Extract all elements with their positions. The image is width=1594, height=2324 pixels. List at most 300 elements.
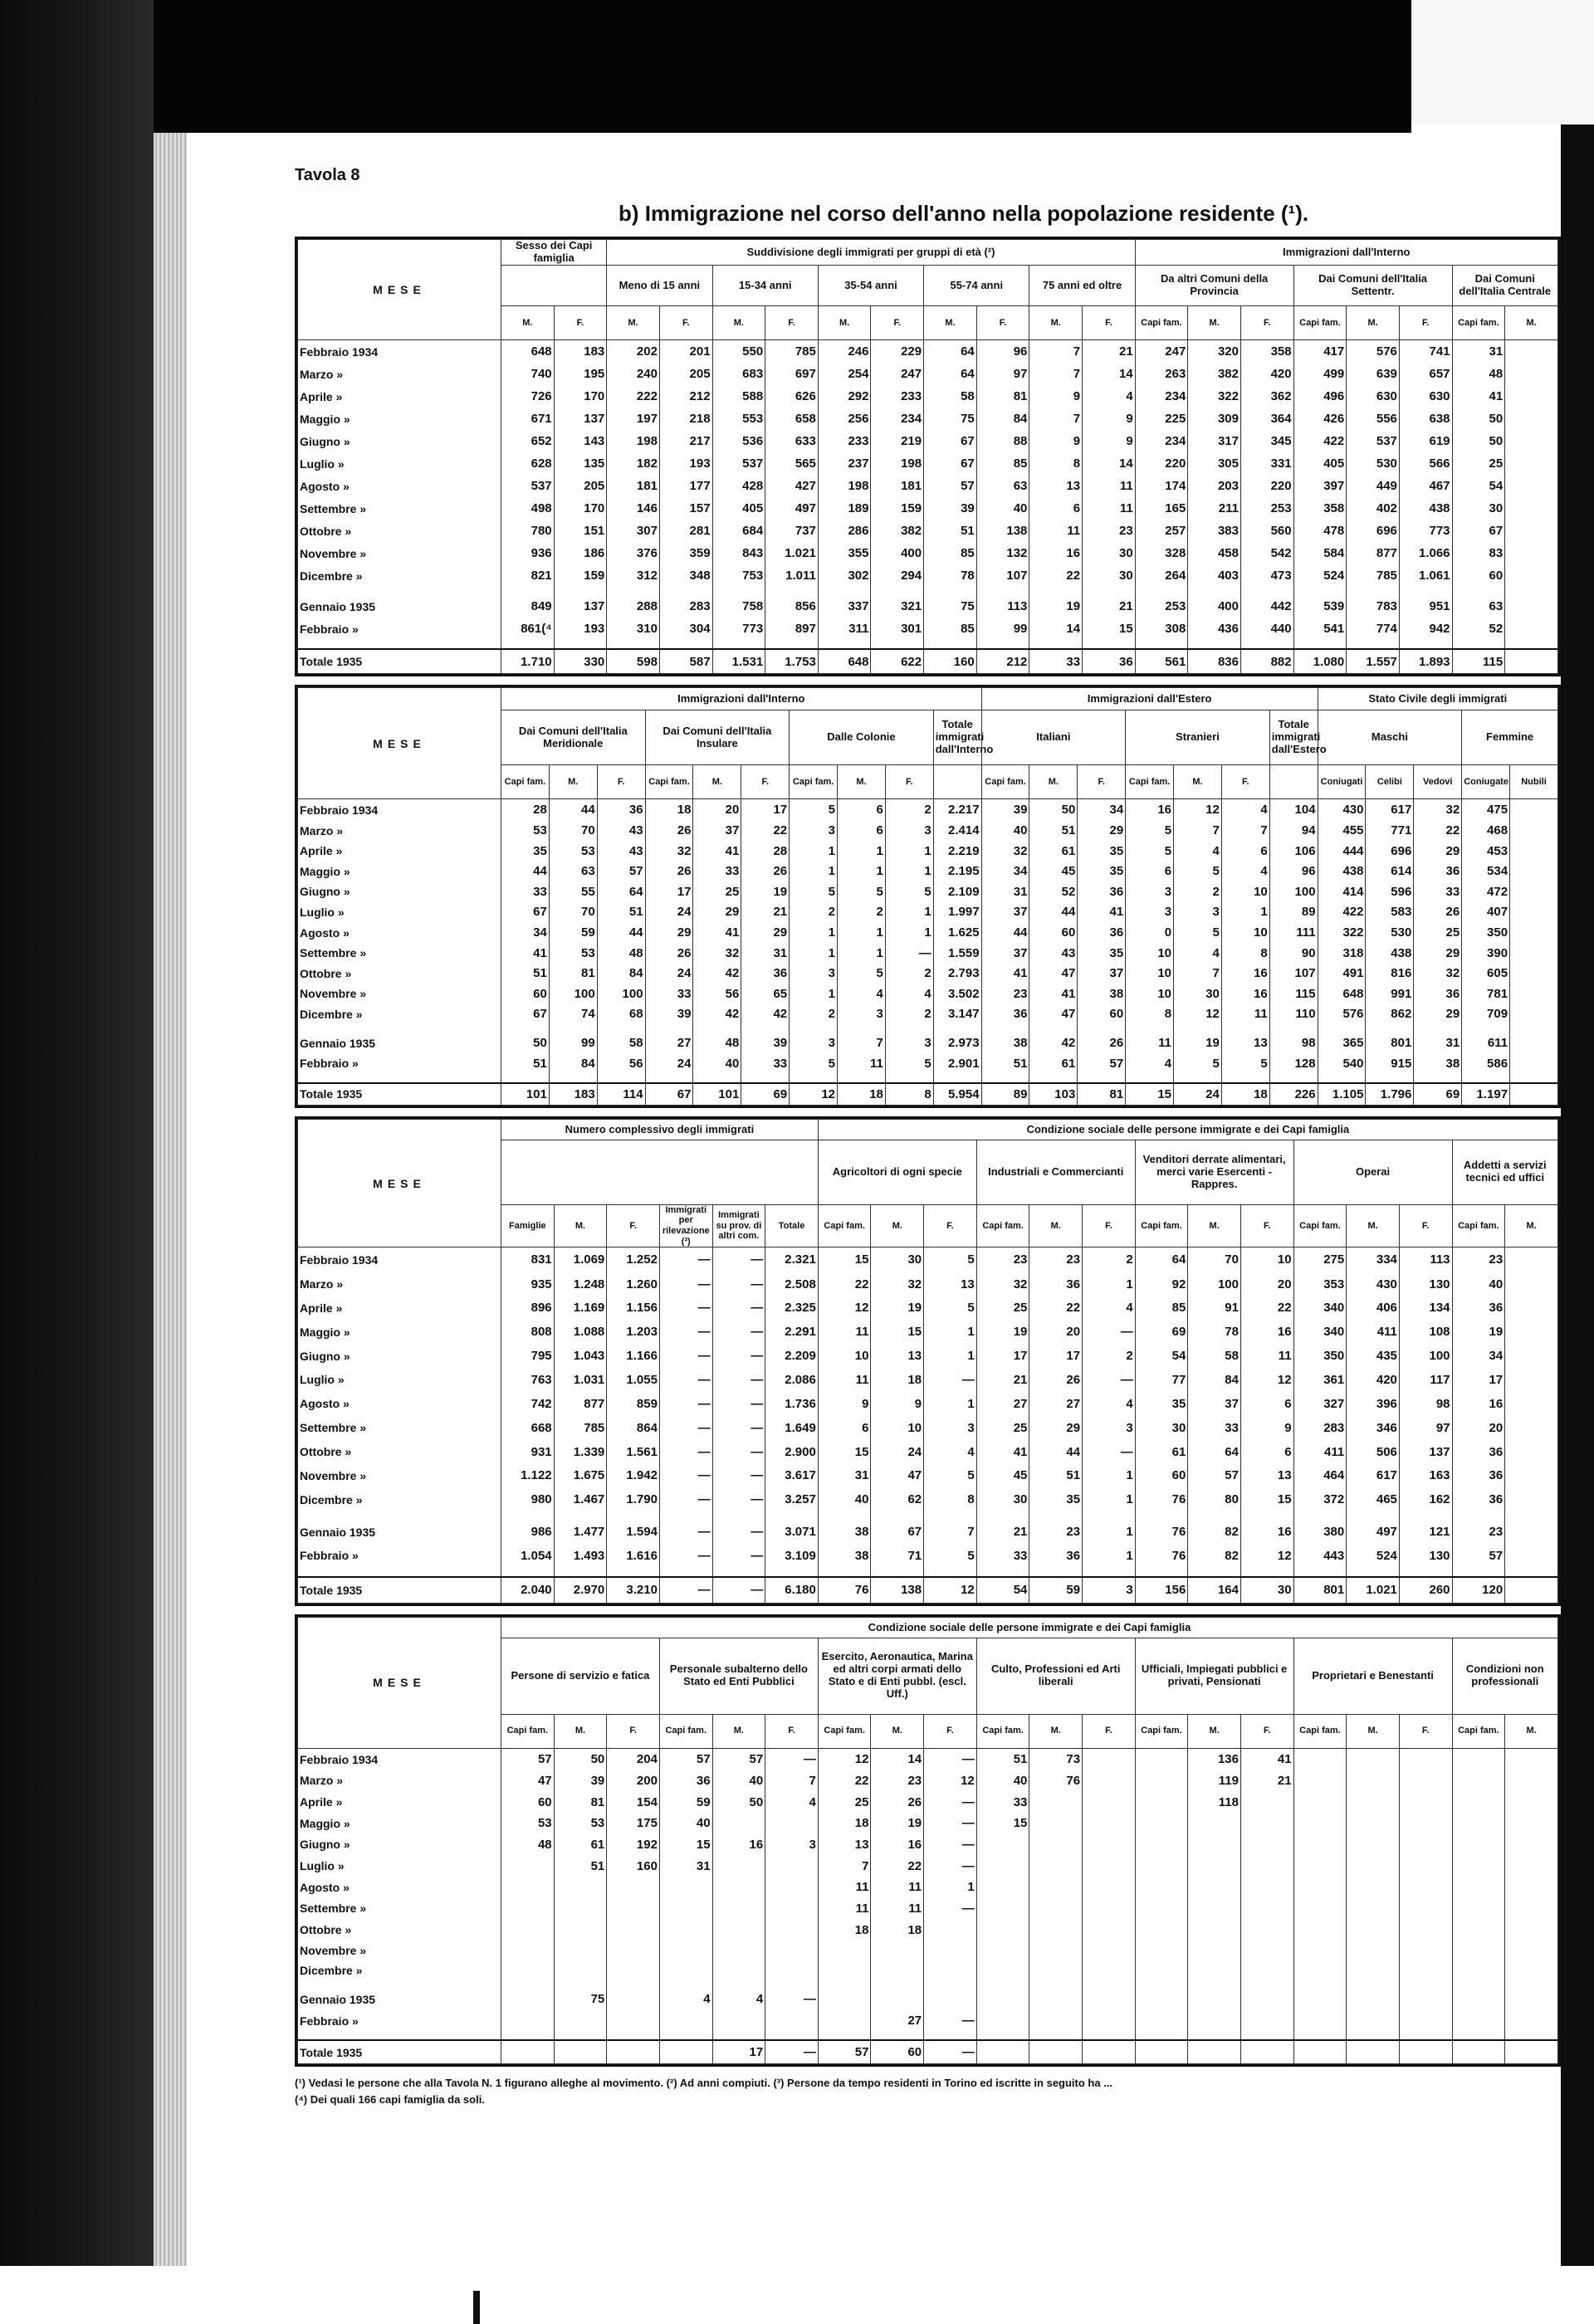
data-cell: 21 (741, 902, 790, 923)
subheader-cell: M. (501, 306, 555, 340)
data-cell (1029, 1813, 1083, 1834)
data-cell: 801 (1293, 1577, 1347, 1604)
data-cell: — (712, 1416, 765, 1440)
data-cell: 29 (1414, 1004, 1462, 1025)
column-group-header: Numero complessivo degli immigrati (501, 1120, 819, 1140)
data-cell: 19 (871, 1813, 924, 1834)
data-cell: 13 (1029, 475, 1083, 497)
data-cell (1347, 1855, 1400, 1877)
data-cell (818, 2010, 871, 2032)
subheader-cell: F. (1221, 765, 1269, 799)
data-cell (554, 1919, 607, 1941)
data-cell: 5 (790, 881, 838, 902)
data-cell: 64 (924, 340, 977, 364)
data-cell: 34 (501, 922, 550, 943)
data-cell (1029, 1989, 1083, 2010)
data-cell: — (1083, 1320, 1136, 1344)
data-cell: 60 (1029, 922, 1078, 943)
month-label: Febbraio » (298, 1544, 501, 1568)
data-cell: 44 (549, 799, 597, 820)
column-group-header: Femmine (1462, 710, 1558, 765)
data-cell: 183 (549, 1083, 597, 1106)
data-cell: 181 (871, 475, 924, 497)
data-cell: 18 (818, 1919, 871, 1941)
data-cell: 4 (1221, 799, 1269, 820)
document-page (187, 133, 1561, 2266)
data-cell: — (712, 1440, 765, 1464)
data-cell: 202 (607, 340, 660, 364)
spacer-cell (712, 1568, 765, 1577)
data-cell: 60 (501, 984, 550, 1004)
subheader-cell: M. (693, 765, 741, 799)
data-cell: 36 (1452, 1296, 1505, 1320)
data-cell: 31 (818, 1463, 871, 1487)
data-cell: 281 (659, 520, 712, 542)
data-cell (659, 1877, 712, 1898)
data-cell: 36 (1452, 1440, 1505, 1464)
data-cell: 358 (1240, 340, 1293, 364)
data-cell: 304 (659, 618, 712, 640)
data-cell: 936 (501, 542, 555, 564)
spacer-cell (933, 1024, 981, 1033)
data-cell: 26 (871, 1791, 924, 1813)
data-cell: 2 (790, 902, 838, 923)
spacer-cell (924, 2031, 977, 2040)
spacer-cell (924, 1980, 977, 1989)
data-cell: 36 (1083, 649, 1136, 673)
data-cell (501, 2040, 555, 2063)
data-cell: 491 (1318, 963, 1366, 984)
data-cell: 101 (693, 1083, 741, 1106)
data-cell: 67 (871, 1520, 924, 1544)
data-cell: 931 (501, 1440, 555, 1464)
data-cell: — (924, 2010, 977, 2032)
spacer-cell (1452, 1511, 1505, 1520)
spacer-cell (659, 2031, 712, 2040)
data-cell (1505, 1544, 1558, 1568)
data-cell: 2.321 (765, 1247, 819, 1272)
data-cell: 70 (549, 820, 597, 841)
data-cell: 683 (712, 363, 765, 385)
spacer-cell (976, 640, 1029, 649)
data-cell: 9 (1083, 408, 1136, 430)
data-cell: 361 (1293, 1368, 1347, 1392)
data-cell: 11 (1240, 1344, 1293, 1368)
spacer-cell (818, 1980, 871, 1989)
data-cell: 22 (871, 1855, 924, 1877)
data-cell: 785 (765, 340, 819, 364)
data-cell: 82 (1188, 1520, 1241, 1544)
column-group-header: Personale subalterno dello Stato ed Enti Pubblici (659, 1638, 818, 1715)
data-cell: 45 (976, 1463, 1029, 1487)
data-cell: — (885, 943, 933, 964)
data-cell (1240, 2040, 1293, 2063)
data-cell: 32 (1414, 963, 1462, 984)
column-group-header: Dai Comuni dell'Italia Insulare (645, 710, 790, 765)
data-cell: 55 (549, 881, 597, 902)
spacer-cell (1318, 1074, 1366, 1083)
month-label: Marzo » (298, 363, 501, 385)
data-cell: 478 (1293, 520, 1347, 542)
data-cell: 536 (712, 430, 765, 452)
data-cell: 3.617 (765, 1463, 819, 1487)
table-row (298, 595, 1558, 618)
data-cell: 420 (1347, 1368, 1400, 1392)
data-cell: 10 (1126, 943, 1174, 964)
table-row (298, 1083, 1558, 1106)
data-cell: 312 (607, 564, 660, 587)
month-label: Totale 1935 (298, 649, 501, 673)
spacer-cell (501, 1024, 550, 1033)
data-cell: 13 (1221, 1033, 1269, 1053)
table-row (298, 649, 1558, 673)
data-cell: 16 (712, 1834, 765, 1856)
data-cell: 18 (871, 1919, 924, 1941)
data-cell (1505, 2040, 1558, 2063)
data-cell: 60 (1452, 564, 1505, 587)
data-cell (1510, 861, 1558, 881)
data-cell (1399, 1791, 1452, 1813)
data-cell: 38 (981, 1033, 1029, 1053)
data-cell (554, 1960, 607, 1980)
data-cell: 1.066 (1399, 542, 1452, 564)
data-cell: 19 (976, 1320, 1029, 1344)
data-cell: 534 (1462, 861, 1510, 881)
data-cell: 4 (712, 1989, 765, 2010)
data-cell: 430 (1318, 799, 1366, 820)
data-cell (976, 1898, 1029, 1920)
spacer-cell (1269, 1074, 1318, 1083)
data-cell: 130 (1399, 1544, 1452, 1568)
data-cell: 107 (976, 564, 1029, 587)
table-row (298, 408, 1558, 430)
data-cell: 159 (554, 564, 607, 587)
data-cell: 38 (818, 1520, 871, 1544)
data-cell: 438 (1318, 861, 1366, 881)
data-cell: 473 (1240, 564, 1293, 587)
spacer-cell (659, 1980, 712, 1989)
data-cell: 8 (885, 1083, 933, 1106)
data-cell: 254 (818, 363, 871, 385)
data-cell (554, 1877, 607, 1898)
data-cell: 23 (1452, 1247, 1505, 1272)
data-cell: 43 (597, 841, 645, 862)
data-cell (765, 2010, 819, 2032)
data-cell: 330 (554, 649, 607, 673)
data-cell: 1 (790, 922, 838, 943)
data-cell (976, 1989, 1029, 2010)
data-cell: 1 (885, 902, 933, 923)
table-row (298, 1877, 1558, 1898)
data-cell: 402 (1347, 497, 1400, 520)
data-cell: 596 (1366, 881, 1414, 902)
spacer-cell (1414, 1074, 1462, 1083)
data-cell: 10 (818, 1344, 871, 1368)
data-cell: 11 (818, 1368, 871, 1392)
spacer-cell (712, 1511, 765, 1520)
data-cell: 7 (1221, 820, 1269, 841)
data-cell (1505, 1813, 1558, 1834)
data-cell: 20 (1452, 1416, 1505, 1440)
spacer-cell (1366, 1024, 1414, 1033)
spacer-cell (645, 1024, 693, 1033)
month-label: Febbraio » (298, 2010, 501, 2032)
data-cell: 27 (1029, 1392, 1083, 1416)
spacer-cell (1029, 1074, 1078, 1083)
data-cell: 39 (645, 1004, 693, 1025)
data-cell: 3.210 (607, 1577, 660, 1604)
data-cell: — (659, 1247, 712, 1272)
data-cell: 98 (1269, 1033, 1318, 1053)
data-cell: 48 (693, 1033, 741, 1053)
data-cell: 57 (659, 1748, 712, 1770)
data-cell: 1.625 (933, 922, 981, 943)
column-group-header: Immigrazioni dall'Interno (501, 688, 982, 710)
data-cell: 225 (1135, 408, 1188, 430)
data-cell: 15 (818, 1440, 871, 1464)
data-cell: 13 (818, 1834, 871, 1856)
data-cell (1505, 520, 1558, 542)
spacer-cell (298, 1511, 501, 1520)
data-cell: 726 (501, 385, 555, 408)
subheader-cell: M. (1174, 765, 1222, 799)
data-cell: 56 (693, 984, 741, 1004)
spacer-cell (924, 1511, 977, 1520)
data-cell (1452, 1834, 1505, 1856)
data-cell: 42 (693, 1004, 741, 1025)
data-cell: 2 (1174, 881, 1222, 902)
data-cell: 455 (1318, 820, 1366, 841)
data-cell (924, 1989, 977, 2010)
month-label: Febbraio 1934 (298, 1748, 501, 1770)
spacer-cell (765, 1511, 819, 1520)
data-cell (765, 1919, 819, 1941)
data-cell (712, 2010, 765, 2032)
data-cell: — (712, 1320, 765, 1344)
table-row (298, 943, 1558, 964)
data-cell: — (924, 1791, 977, 1813)
data-cell: 100 (1399, 1344, 1452, 1368)
data-cell: 773 (1399, 520, 1452, 542)
data-cell: 135 (554, 452, 607, 475)
spacer-cell (871, 587, 924, 595)
data-cell: 380 (1293, 1520, 1347, 1544)
data-cell: 1 (924, 1392, 977, 1416)
data-cell: 43 (1029, 943, 1078, 964)
spacer-cell (298, 1024, 501, 1033)
data-cell: 65 (741, 984, 790, 1004)
data-cell (1083, 1834, 1136, 1856)
data-cell: 19 (1029, 595, 1083, 618)
data-cell (1505, 564, 1558, 587)
subheader-cell: Celibi (1366, 765, 1414, 799)
data-cell: 9 (818, 1392, 871, 1416)
data-cell: 130 (1399, 1272, 1452, 1296)
spacer-cell (1188, 640, 1241, 649)
data-cell (1399, 1877, 1452, 1898)
table-row (298, 1247, 1558, 1272)
data-cell: 23 (981, 984, 1029, 1004)
data-cell: 10 (1126, 963, 1174, 984)
data-cell (1083, 1941, 1136, 1960)
data-cell (1399, 1919, 1452, 1941)
table-row (298, 542, 1558, 564)
data-cell: 783 (1347, 595, 1400, 618)
data-cell (1505, 1487, 1558, 1511)
data-cell: — (924, 1368, 977, 1392)
spacer-cell (645, 1074, 693, 1083)
data-cell: — (659, 1416, 712, 1440)
data-cell: 1.061 (1399, 564, 1452, 587)
table-row (298, 1053, 1558, 1074)
data-cell: 51 (924, 520, 977, 542)
data-cell: 219 (871, 430, 924, 452)
data-cell: 586 (1462, 1053, 1510, 1074)
data-cell: 154 (607, 1791, 660, 1813)
data-cell: 36 (1029, 1272, 1083, 1296)
data-cell: 587 (659, 649, 712, 673)
data-cell (1293, 2040, 1347, 2063)
spacer-cell (1293, 640, 1347, 649)
subheader-cell: M. (1505, 1714, 1558, 1748)
subheader-cell (1269, 765, 1318, 799)
data-cell: — (712, 1247, 765, 1272)
data-cell: 151 (554, 520, 607, 542)
spacer-cell (871, 640, 924, 649)
data-cell (1505, 2010, 1558, 2032)
data-cell: 29 (645, 922, 693, 943)
data-cell: 233 (871, 385, 924, 408)
data-cell (1135, 1791, 1188, 1813)
data-cell: 33 (1029, 649, 1083, 673)
data-cell: 758 (712, 595, 765, 618)
data-cell: 18 (838, 1083, 886, 1106)
month-label: Aprile » (298, 841, 501, 862)
data-cell: 7 (1174, 963, 1222, 984)
data-cell: 1 (790, 841, 838, 862)
table-row (298, 1577, 1558, 1604)
data-cell (1293, 1877, 1347, 1898)
data-cell: 21 (976, 1368, 1029, 1392)
data-cell: 35 (1029, 1487, 1083, 1511)
data-cell: 211 (1188, 497, 1241, 520)
data-cell: 24 (1174, 1083, 1222, 1106)
spacer-cell (1135, 640, 1188, 649)
data-cell: 26 (741, 861, 790, 881)
data-cell (1188, 1834, 1241, 1856)
data-cell: 422 (1318, 902, 1366, 923)
data-cell: 5 (1174, 1053, 1222, 1074)
data-cell (1188, 1855, 1241, 1877)
mese-header: MESE (298, 1120, 501, 1247)
data-cell: 737 (765, 520, 819, 542)
data-cell: 11 (818, 1320, 871, 1344)
data-cell: 35 (501, 841, 550, 862)
data-cell (1399, 1960, 1452, 1980)
data-cell: 217 (659, 430, 712, 452)
data-cell: 30 (1135, 1416, 1188, 1440)
data-cell: 38 (1078, 984, 1126, 1004)
spacer-cell (597, 1074, 645, 1083)
spacer-cell (1029, 1568, 1083, 1577)
data-cell (1505, 1960, 1558, 1980)
table-row (298, 1941, 1558, 1960)
data-cell: 785 (554, 1416, 607, 1440)
data-cell: 36 (659, 1770, 712, 1792)
data-cell: 864 (607, 1416, 660, 1440)
table-row (298, 363, 1558, 385)
data-cell: 11 (818, 1877, 871, 1898)
data-cell: 2 (1083, 1344, 1136, 1368)
data-cell (1399, 1989, 1452, 2010)
data-cell: 1 (1221, 902, 1269, 923)
data-cell: 58 (924, 385, 977, 408)
data-cell: 75 (924, 408, 977, 430)
data-cell: 1 (924, 1877, 977, 1898)
data-cell: 60 (501, 1791, 555, 1813)
data-cell: 25 (818, 1791, 871, 1813)
data-cell: 942 (1399, 618, 1452, 640)
data-cell (607, 1941, 660, 1960)
data-cell: 709 (1462, 1004, 1510, 1025)
data-cell: 3.502 (933, 984, 981, 1004)
data-cell: 91 (1188, 1296, 1241, 1320)
data-cell: 1 (1083, 1463, 1136, 1487)
spacer-cell (1240, 1980, 1293, 1989)
data-cell: 7 (924, 1520, 977, 1544)
data-cell: 1.156 (607, 1296, 660, 1320)
data-cell (554, 2040, 607, 2063)
data-cell: 6 (1240, 1440, 1293, 1464)
data-cell: 4 (765, 1791, 819, 1813)
data-cell: 226 (1269, 1083, 1318, 1106)
data-cell (1293, 1960, 1347, 1980)
data-cell: — (924, 1855, 977, 1877)
data-cell (1505, 1770, 1558, 1792)
subheader-cell: Famiglie (501, 1204, 555, 1247)
data-cell (1505, 1919, 1558, 1941)
data-cell: 198 (871, 452, 924, 475)
data-cell (1293, 1898, 1347, 1920)
spacer-cell (976, 587, 1029, 595)
data-cell (1452, 1919, 1505, 1941)
data-cell (1029, 1834, 1083, 1856)
data-cell: 499 (1293, 363, 1347, 385)
data-cell: — (712, 1392, 765, 1416)
data-cell: 561 (1135, 649, 1188, 673)
data-cell (1135, 1834, 1188, 1856)
table-row (298, 1368, 1558, 1392)
data-cell: 3.071 (765, 1520, 819, 1544)
data-cell: 99 (549, 1033, 597, 1053)
data-cell (1083, 2040, 1136, 2063)
data-cell: 32 (976, 1272, 1029, 1296)
data-cell (1083, 1855, 1136, 1877)
spacer-cell (1505, 1568, 1558, 1577)
data-cell: 8 (1221, 943, 1269, 964)
data-cell: — (712, 1344, 765, 1368)
month-label: Totale 1935 (298, 1577, 501, 1604)
data-cell: 22 (818, 1272, 871, 1296)
data-cell: 64 (924, 363, 977, 385)
month-label: Gennaio 1935 (298, 1989, 501, 2010)
data-cell: 2 (885, 799, 933, 820)
data-cell: 257 (1135, 520, 1188, 542)
data-cell: 10 (1221, 922, 1269, 943)
month-label: Febbraio » (298, 1053, 501, 1074)
data-cell: 234 (1135, 430, 1188, 452)
data-cell (1135, 1898, 1188, 1920)
